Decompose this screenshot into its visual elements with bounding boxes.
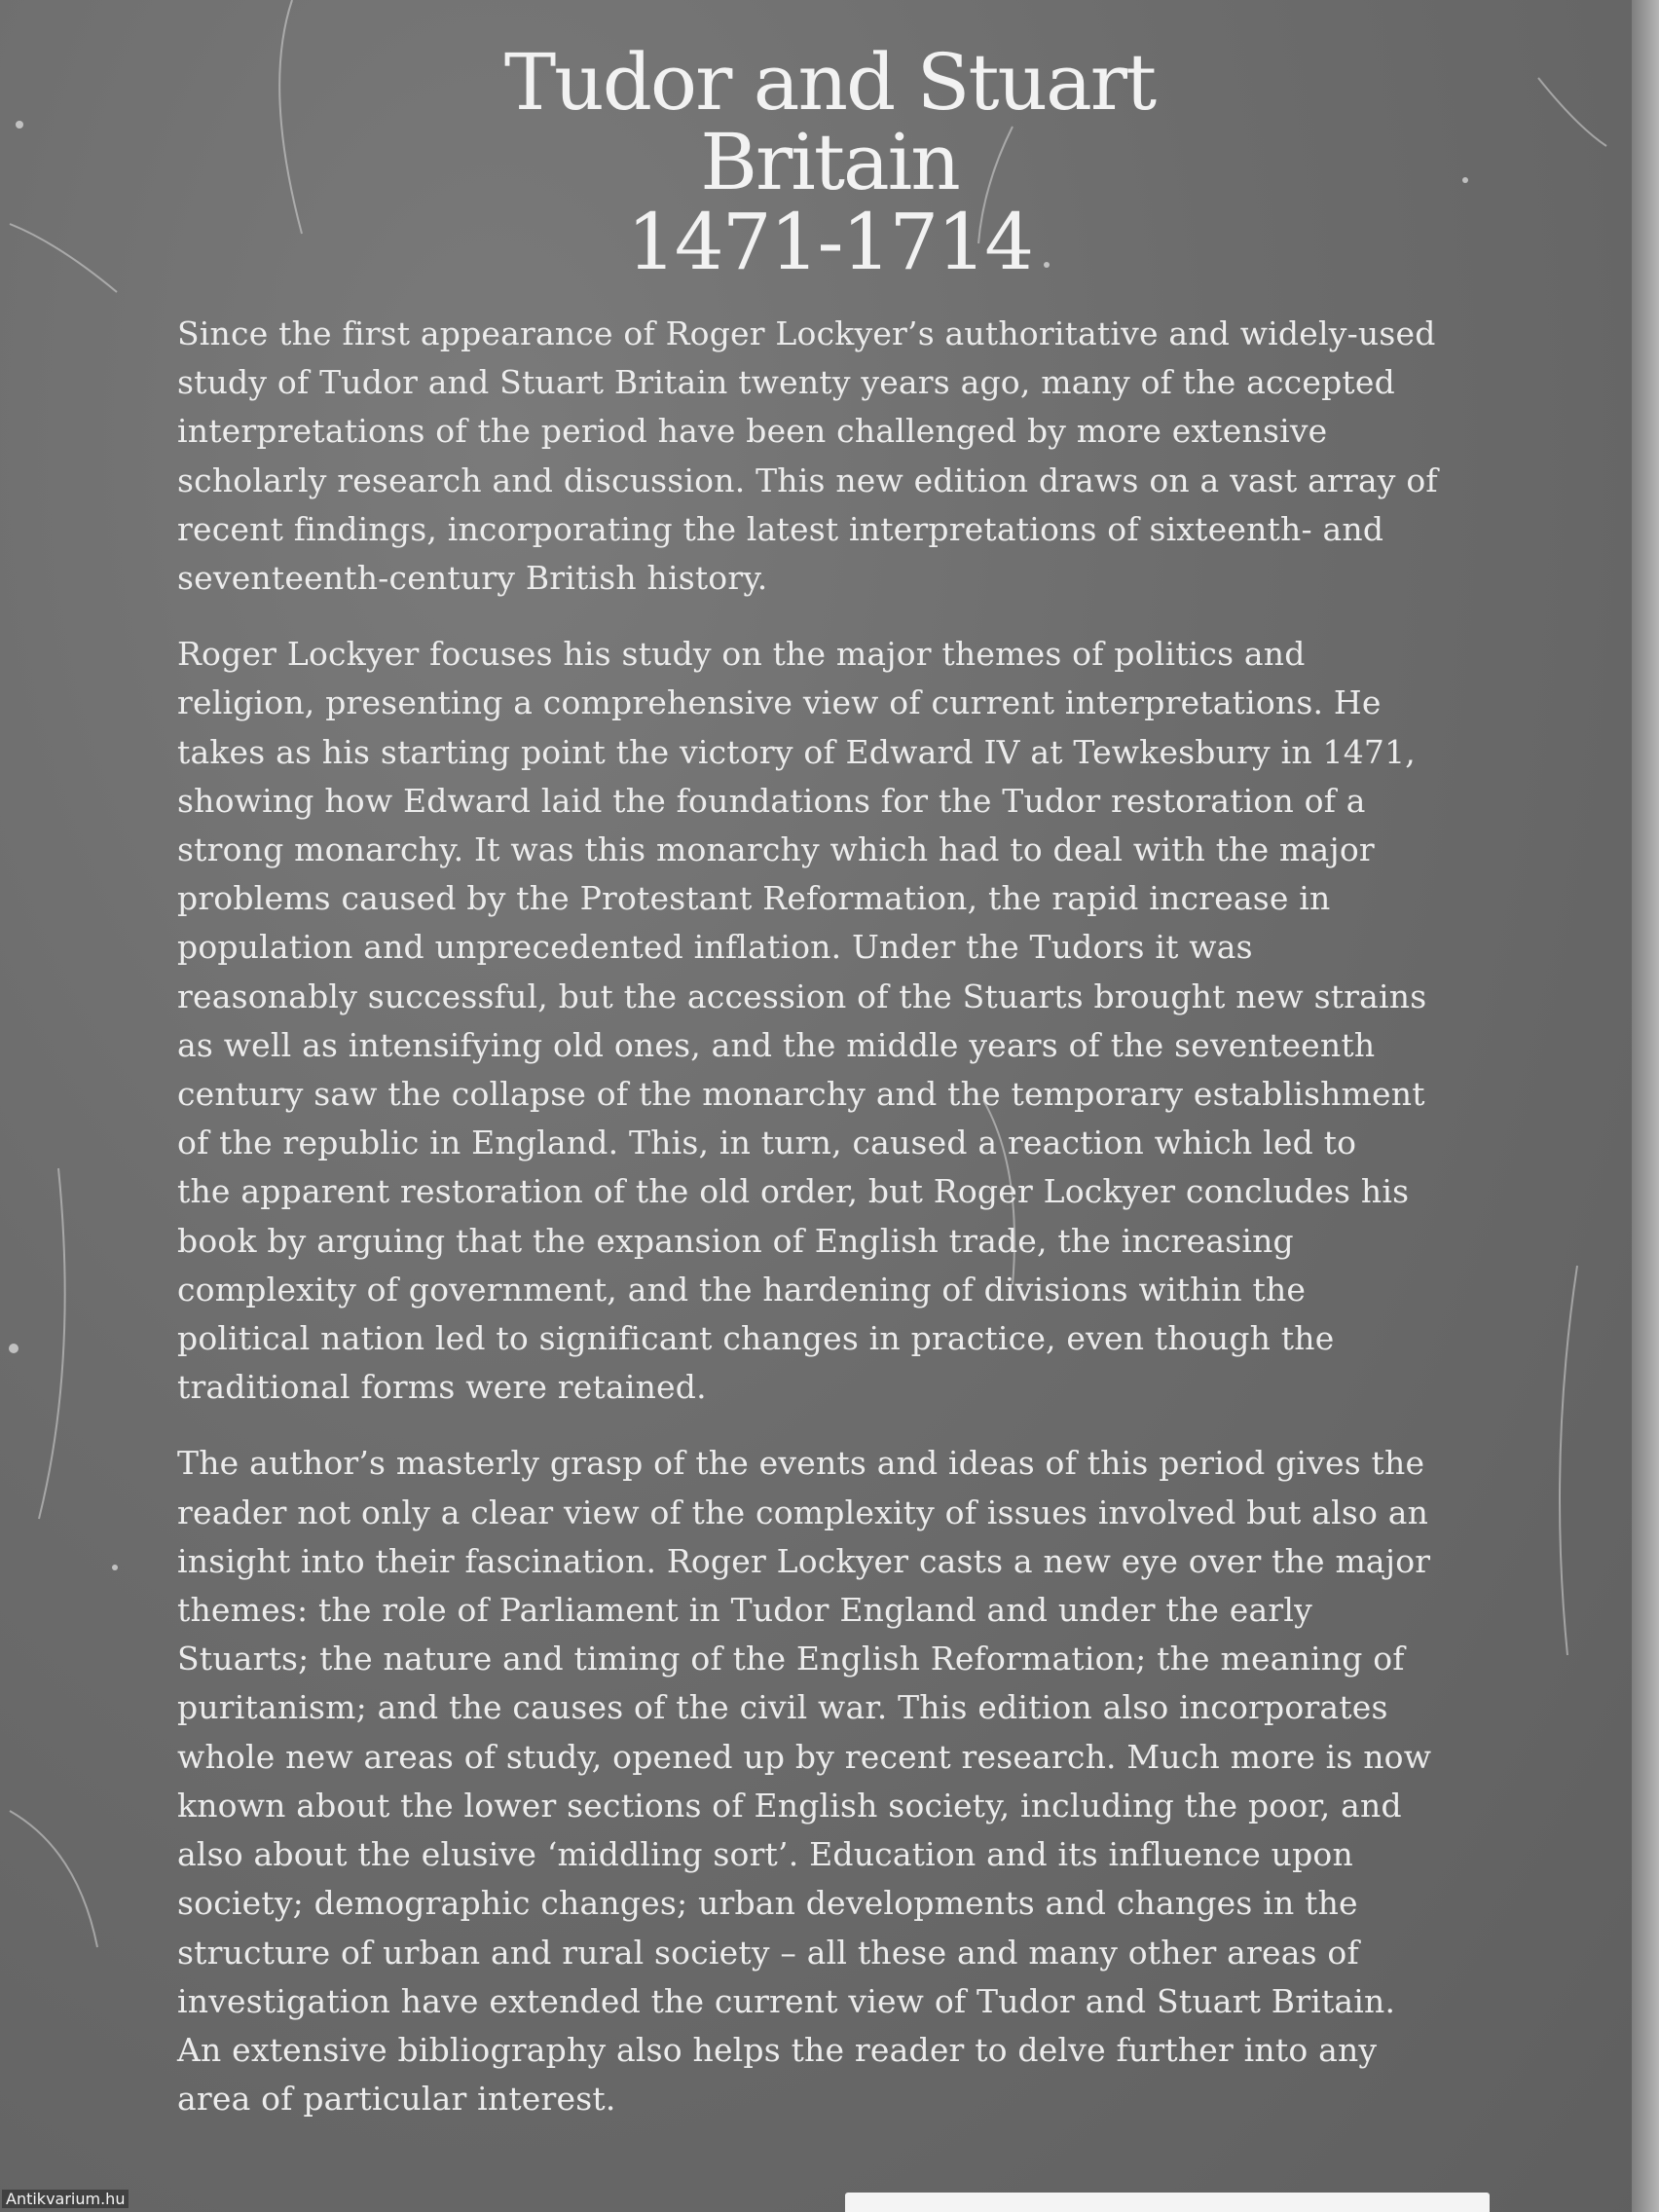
title-line-1: Tudor and Stuart: [503, 37, 1156, 128]
barcode-label-strip: [845, 2193, 1490, 2212]
blurb-paragraph-3: The author’s masterly grasp of the events and ideas of this period gives the reader not only a clear view of the complexity of issues involved but also an insight into their fascination. Roger Lockyer casts a new eye over the major themes: the role of Parliament in Tudor England and under the early Stuarts; the nature and timing of the English Reformation; the meaning of puritanism; and the causes of the civil war. This edition also incorporates whole new areas of study, opened up by recent research. Much more is now known about the lower sections of English society, including the poor, and also about the elusive ‘middling sort’. Education and its influence upon society; demographic changes; urban developments and changes in the structure of urban and rural society – all these and many other areas of investigation have extended the current view of Tudor and Stuart Britain. An extensive bibliography also helps the reader to delve further into any area of particular interest.: [177, 1444, 1432, 2119]
title-line-3: 1471-1714: [626, 197, 1033, 287]
book-title: [0, 37, 1659, 287]
blurb-text: [177, 310, 1501, 2151]
watermark: Antikvarium.hu: [2, 2190, 129, 2208]
title-line-2: Britain: [700, 117, 959, 207]
cover-right-edge: [1632, 0, 1659, 2212]
blurb-paragraph-2: Roger Lockyer focuses his study on the major themes of politics and religion, presenting a comprehensive view of current interpretations. He takes as his starting point the victory of Edward IV at Tewkesbury in 1471, showing how Edward laid the foundations for the Tudor restoration of a strong monarchy. It was this monarchy which had to deal with the major problems caused by the Protestant Reformation, the rapid increase in population and unprecedented inflation. Under the Tudors it was reasonably successful, but the accession of the Stuarts brought new strains as well as intensifying old ones, and the middle years of the seventeenth century saw the collapse of the monarchy and the temporary establishment of the republic in England. This, in turn, caused a reaction which led to the apparent restoration of the old order, but Roger Lockyer concludes his book by arguing that the expansion of English trade, the increasing complexity of government, and the hardening of divisions within the political nation led to significant changes in practice, even though the traditional forms were retained.: [177, 635, 1427, 1407]
blurb-paragraph-1: Since the first appearance of Roger Lockyer’s authoritative and widely-used study of Tudor and Stuart Britain twenty years ago, many of the accepted interpretations of the period have been challenged by more extensive scholarly research and discussion. This new edition draws on a vast array of recent findings, incorporating the latest interpretations of sixteenth- and seventeenth-century British history.: [177, 314, 1438, 598]
